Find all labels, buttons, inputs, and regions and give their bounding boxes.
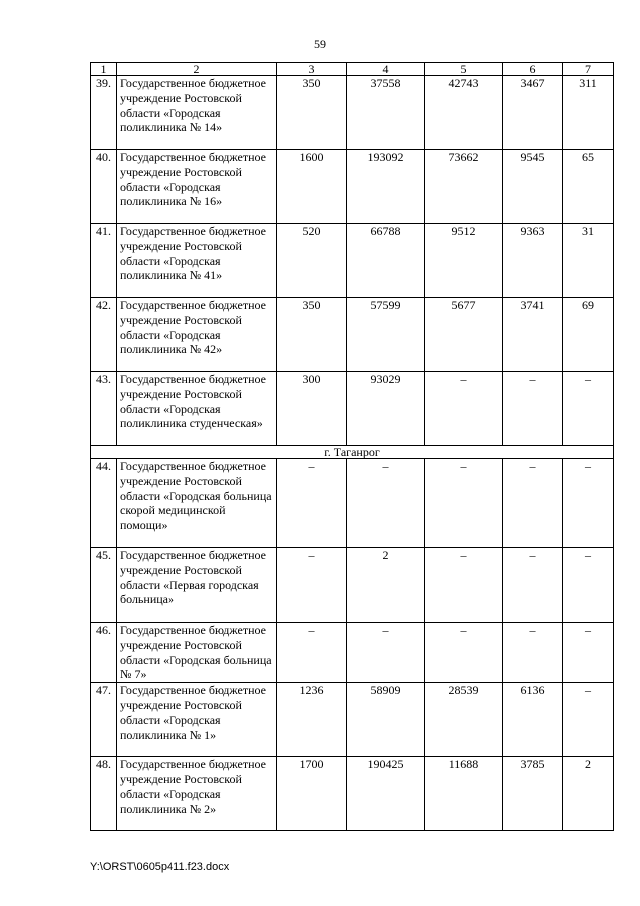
page-number: 59 [314, 37, 326, 51]
value-cell: – [347, 459, 425, 548]
header-cell: 4 [347, 63, 425, 76]
table-row [91, 150, 614, 224]
table-row [91, 372, 614, 446]
value-cell: 6136 [503, 683, 563, 757]
value-cell: 69 [563, 298, 614, 372]
institution-name-cell: Государственное бюджетное учреждение Ростовской области «Городская больница скорой медицинской помощи» [117, 459, 277, 548]
city-section-row [91, 446, 614, 459]
value-cell: 58909 [347, 683, 425, 757]
value-cell: 11688 [425, 757, 503, 831]
value-cell: – [503, 372, 563, 446]
institution-name-cell: Государственное бюджетное учреждение Ростовской области «Городская поликлиника № 14» [117, 76, 277, 150]
table-row [91, 459, 614, 548]
value-cell: 37558 [347, 76, 425, 150]
value-cell: 350 [277, 298, 347, 372]
value-cell: 73662 [425, 150, 503, 224]
row-number-cell: 40. [91, 150, 117, 224]
row-number-cell: 45. [91, 548, 117, 623]
value-cell: 65 [563, 150, 614, 224]
footer-file-path: Y:\ORST\0605p411.f23.docx [90, 861, 230, 873]
value-cell: 3785 [503, 757, 563, 831]
value-cell: 2 [347, 548, 425, 623]
header-cell: 7 [563, 63, 614, 76]
row-number-cell: 46. [91, 623, 117, 683]
value-cell: 520 [277, 224, 347, 298]
value-cell: 300 [277, 372, 347, 446]
value-cell: – [425, 548, 503, 623]
value-cell: 66788 [347, 224, 425, 298]
row-number-cell: 44. [91, 459, 117, 548]
table-row [91, 548, 614, 623]
row-number-cell: 43. [91, 372, 117, 446]
value-cell: 42743 [425, 76, 503, 150]
city-label: г. Таганрог [91, 446, 614, 459]
value-cell: – [563, 372, 614, 446]
value-cell: 9363 [503, 224, 563, 298]
value-cell: – [425, 459, 503, 548]
header-cell: 6 [503, 63, 563, 76]
institution-name-cell: Государственное бюджетное учреждение Ростовской области «Городская поликлиника студенческая» [117, 372, 277, 446]
value-cell: 190425 [347, 757, 425, 831]
row-number-cell: 41. [91, 224, 117, 298]
value-cell: – [425, 623, 503, 683]
table-row [91, 623, 614, 683]
value-cell: 1236 [277, 683, 347, 757]
value-cell: – [503, 459, 563, 548]
value-cell: 2 [563, 757, 614, 831]
institution-name-cell: Государственное бюджетное учреждение Ростовской области «Городская поликлиника № 42» [117, 298, 277, 372]
header-cell: 2 [117, 63, 277, 76]
value-cell: 5677 [425, 298, 503, 372]
value-cell: 350 [277, 76, 347, 150]
value-cell: 3741 [503, 298, 563, 372]
institution-name-cell: Государственное бюджетное учреждение Ростовской области «Городская поликлиника № 1» [117, 683, 277, 757]
value-cell: – [563, 683, 614, 757]
value-cell: 57599 [347, 298, 425, 372]
value-cell: 9545 [503, 150, 563, 224]
value-cell: – [277, 623, 347, 683]
value-cell: – [425, 372, 503, 446]
value-cell: 311 [563, 76, 614, 150]
value-cell: 9512 [425, 224, 503, 298]
data-table [90, 62, 614, 831]
institution-name-cell: Государственное бюджетное учреждение Ростовской области «Городская больница № 7» [117, 623, 277, 683]
value-cell: 28539 [425, 683, 503, 757]
value-cell: – [503, 548, 563, 623]
header-cell: 5 [425, 63, 503, 76]
value-cell: – [277, 548, 347, 623]
row-number-cell: 39. [91, 76, 117, 150]
header-row [91, 63, 614, 76]
value-cell: – [347, 623, 425, 683]
value-cell: – [503, 623, 563, 683]
header-cell: 1 [91, 63, 117, 76]
value-cell: – [277, 459, 347, 548]
institution-name-cell: Государственное бюджетное учреждение Ростовской области «Городская поликлиника № 41» [117, 224, 277, 298]
institution-name-cell: Государственное бюджетное учреждение Ростовской области «Городская поликлиника № 16» [117, 150, 277, 224]
value-cell: 1700 [277, 757, 347, 831]
institution-name-cell: Государственное бюджетное учреждение Ростовской области «Городская поликлиника № 2» [117, 757, 277, 831]
table-row [91, 757, 614, 831]
value-cell: 93029 [347, 372, 425, 446]
table-row [91, 298, 614, 372]
value-cell: – [563, 623, 614, 683]
table-row [91, 224, 614, 298]
table-row [91, 683, 614, 757]
value-cell: – [563, 459, 614, 548]
table-row [91, 76, 614, 150]
header-cell: 3 [277, 63, 347, 76]
value-cell: 3467 [503, 76, 563, 150]
row-number-cell: 42. [91, 298, 117, 372]
value-cell: 193092 [347, 150, 425, 224]
value-cell: 1600 [277, 150, 347, 224]
row-number-cell: 47. [91, 683, 117, 757]
value-cell: 31 [563, 224, 614, 298]
institution-name-cell: Государственное бюджетное учреждение Ростовской области «Первая городская больница» [117, 548, 277, 623]
row-number-cell: 48. [91, 757, 117, 831]
value-cell: – [563, 548, 614, 623]
